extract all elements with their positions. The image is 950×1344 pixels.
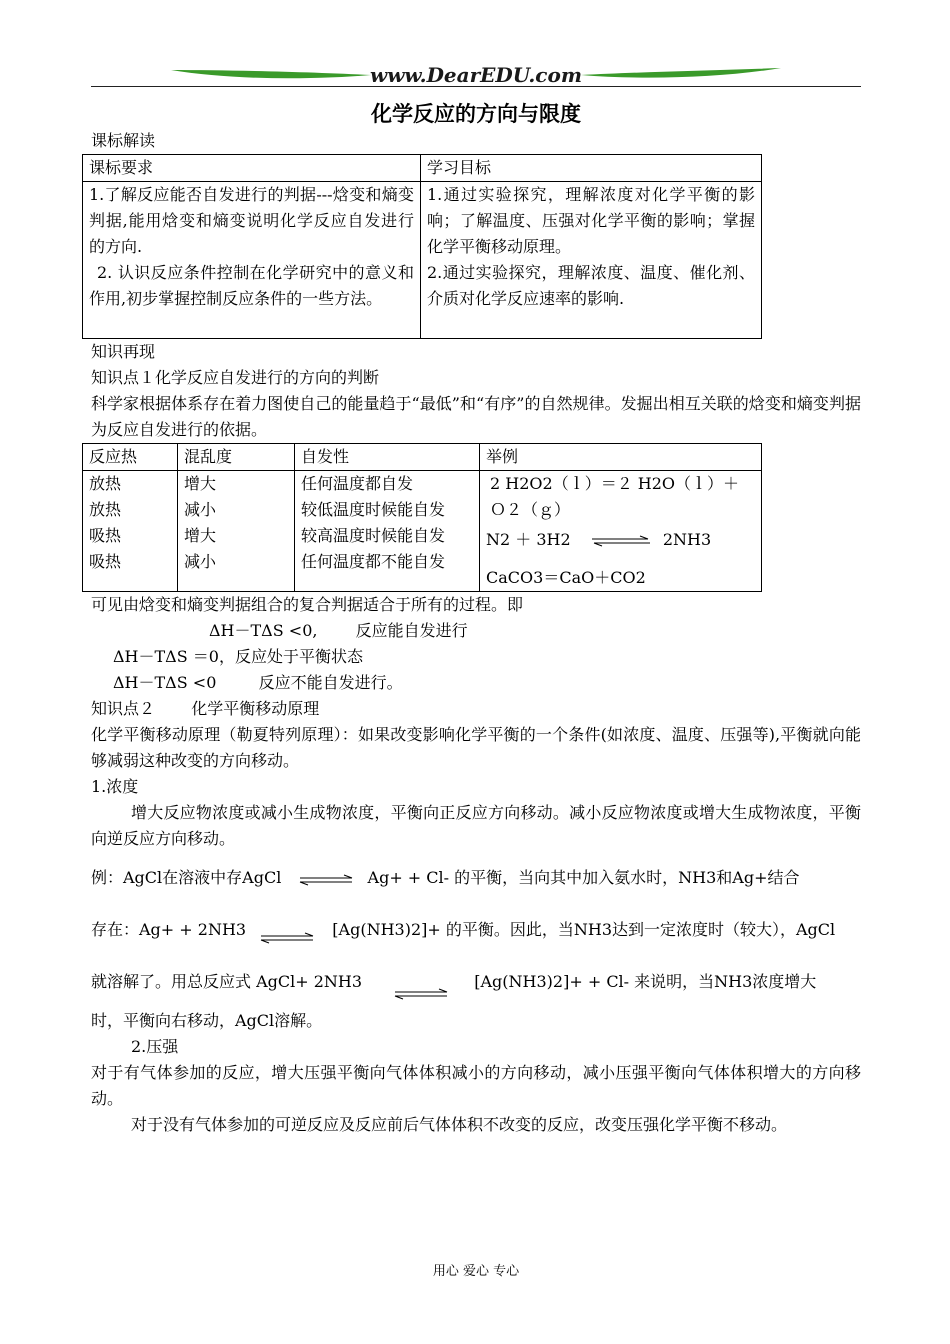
table-header: 反应热: [83, 444, 178, 471]
example-equation: 2 H2O2（ｌ）＝２ H2O（ｌ）＋Ｏ２（ｇ）: [490, 474, 740, 519]
condition-text: 反应能自发进行: [355, 621, 468, 640]
paragraph: 对于有气体参加的反应，增大压强平衡向气体体积减小的方向移动，减小压强平衡向气体体积增大的方向移动。: [91, 1063, 861, 1108]
table-cell: 吸热: [89, 552, 122, 571]
equilibrium-arrow-icon: [590, 535, 652, 547]
subheading: 2.压强: [131, 1037, 179, 1056]
knowledge-point-title: 知识点２: [91, 699, 156, 718]
example-equation: N2 ＋ 3H2: [486, 530, 571, 549]
paragraph: 增大反应物浓度或减小生成物浓度，平衡向正反应方向移动。减小反应物浓度或增大生成物浓度，平衡向逆反应方向移动。: [91, 803, 861, 848]
equilibrium-arrow-icon: [393, 987, 449, 1001]
equilibrium-arrow-icon: [298, 873, 354, 887]
header-rule: [91, 86, 861, 87]
table-cell: 减小: [184, 552, 217, 571]
knowledge-point-title: 化学平衡移动原理: [191, 699, 320, 718]
condition-formula: ΔH－TΔS ＝0，反应处于平衡状态: [113, 647, 363, 666]
table-cell: 1.了解反应能否自发进行的判据---焓变和熵变判据,能用焓变和熵变说明化学反应自发进行的方向.: [89, 185, 414, 256]
table-header: 学习目标: [421, 155, 762, 182]
logo-swoosh-right: [581, 68, 781, 78]
curriculum-table: [82, 154, 762, 339]
example-text: 存在：Ag+ + 2NH3: [91, 920, 247, 939]
paragraph: 化学平衡移动原理（勒夏特列原理）：如果改变影响化学平衡的一个条件(如浓度、温度、压强等),平衡就向能够减弱这种改变的方向移动。: [91, 725, 861, 770]
table-cell: 减小: [184, 500, 217, 519]
table-cell: 增大: [184, 474, 217, 493]
table-cell: 2.通过实验探究，理解浓度、温度、催化剂、介质对化学反应速率的影响.: [427, 263, 755, 308]
table-cell: 放热: [89, 474, 122, 493]
paragraph: 科学家根据体系存在着力图使自己的能量趋于“最低”和“有序”的自然规律。发掘出相互关联的焓变和熵变判据为反应自发进行的依据。: [91, 394, 861, 439]
table-cell: 任何温度都不能自发: [301, 552, 446, 571]
logo-text: www.DearEDU.com: [369, 63, 583, 87]
condition-formula: ΔH－TΔS <0,: [209, 621, 318, 640]
table-cell: 1.通过实验探究，理解浓度对化学平衡的影响；了解温度、压强对化学平衡的影响；掌握化学平衡移动原理。: [427, 185, 755, 256]
example-equation: CaCO3＝CaO＋CO2: [486, 568, 646, 587]
spontaneity-table: [82, 443, 762, 592]
table-cell: 2. 认识反应条件控制在化学研究中的意义和作用,初步掌握控制反应条件的一些方法。: [89, 263, 414, 308]
example-text: 时，平衡向右移动，AgCl溶解。: [91, 1011, 323, 1030]
page-title: 化学反应的方向与限度: [371, 102, 581, 126]
condition-text: 反应不能自发进行。: [258, 673, 403, 692]
paragraph: 对于没有气体参加的可逆反应及反应前后气体体积不改变的反应，改变压强化学平衡不移动。: [131, 1115, 788, 1134]
table-cell: 较高温度时候能自发: [301, 526, 446, 545]
example-text: 就溶解了。用总反应式 AgCl+ 2NH3: [91, 972, 363, 991]
condition-formula: ΔH－TΔS <0: [113, 673, 217, 692]
logo-swoosh-left: [171, 70, 371, 78]
equilibrium-arrow-icon: [259, 931, 315, 945]
page-footer: 用心 爱心 专心: [432, 1264, 520, 1279]
example-text: [Ag(NH3)2]+ + Cl- 来说明，当NH3浓度增大: [474, 972, 817, 991]
table-header: 举例: [480, 444, 762, 471]
table-cell: 较低温度时候能自发: [301, 500, 446, 519]
subheading: 1.浓度: [91, 777, 139, 796]
section-heading: 课标解读: [91, 131, 156, 150]
section-heading: 知识再现: [91, 342, 156, 361]
table-header: 课标要求: [83, 155, 421, 182]
document-body: [91, 128, 861, 1138]
table-header: 混乱度: [178, 444, 295, 471]
table-cell: 吸热: [89, 526, 122, 545]
table-header: 自发性: [295, 444, 480, 471]
table-cell: 任何温度都自发: [301, 474, 414, 493]
knowledge-point-title: 知识点１化学反应自发进行的方向的判断: [91, 368, 380, 387]
paragraph: 可见由焓变和熵变判据组合的复合判据适合于所有的过程。即: [91, 595, 524, 614]
document-page: [91, 0, 861, 1344]
table-cell: 增大: [184, 526, 217, 545]
example-text: 例：AgCl在溶液中存AgCl: [91, 868, 282, 887]
example-equation: 2NH3: [662, 530, 712, 549]
table-cell: 放热: [89, 500, 122, 519]
example-text: [Ag(NH3)2]+ 的平衡。因此，当NH3达到一定浓度时（较大），AgCl: [332, 920, 836, 939]
example-text: Ag+ + Cl- 的平衡，当向其中加入氨水时，NH3和Ag+结合: [367, 868, 800, 887]
